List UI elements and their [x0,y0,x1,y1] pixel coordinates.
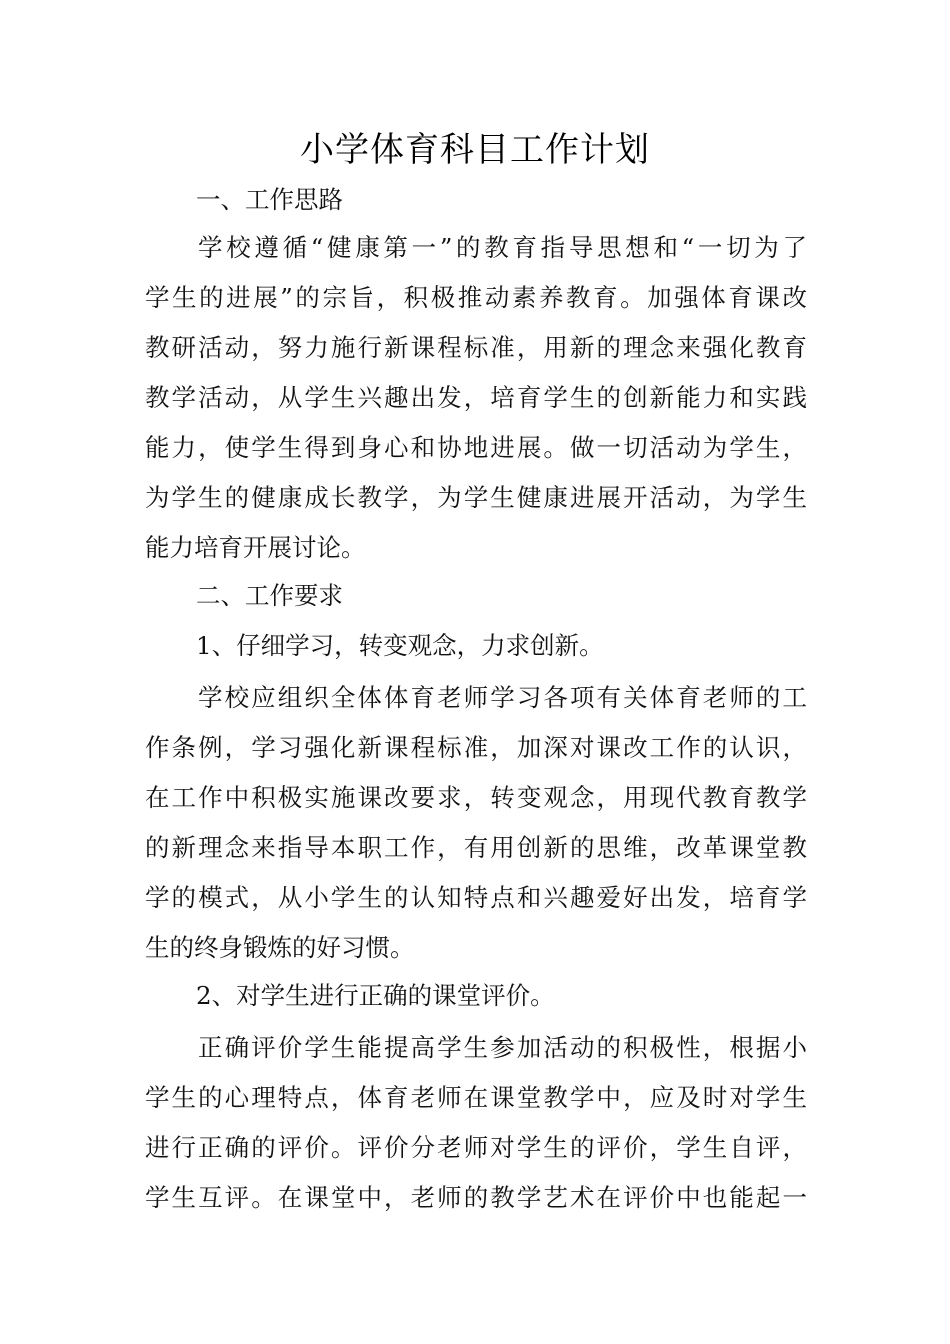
paragraph-line: 教学活动，从学生兴趣出发，培育学生的创新能力和实践 [145,383,807,412]
section-heading-2: 二、工作要求 [196,581,343,610]
paragraph-line: 进行正确的评价。评价分老师对学生的评价，学生自评， [145,1133,807,1162]
subheading-1: 1、仔细学习，转变观念，力求创新。 [196,631,604,660]
document-title: 小学体育科目工作计划 [300,130,650,170]
paragraph-line: 学校遵循“健康第一”的教育指导思想和“一切为了 [198,233,807,262]
section-heading-1: 一、工作思路 [196,185,343,214]
paragraph-line: 学生的心理特点，体育老师在课堂教学中，应及时对学生 [145,1083,807,1112]
paragraph-line: 正确评价学生能提高学生参加活动的积极性，根据小 [198,1033,807,1062]
paragraph-line: 在工作中积极实施课改要求，转变观念，用现代教育教学 [145,783,807,812]
paragraph-line: 生的终身锻炼的好习惯。 [145,933,415,962]
paragraph-line: 能力，使学生得到身心和协地进展。做一切活动为学生， [145,433,807,462]
paragraph-line: 能力培育开展讨论。 [145,533,366,562]
paragraph-line: 的新理念来指导本职工作，有用创新的思维，改革课堂教 [145,833,807,862]
paragraph-line: 学生的进展”的宗旨，积极推动素养教育。加强体育课改 [145,283,807,312]
paragraph-line: 学的模式，从小学生的认知特点和兴趣爱好出发，培育学 [145,883,807,912]
paragraph-line: 为学生的健康成长教学，为学生健康进展开活动，为学生 [145,483,807,512]
paragraph-line: 学校应组织全体体育老师学习各项有关体育老师的工 [198,683,807,712]
subheading-2: 2、对学生进行正确的课堂评价。 [196,981,555,1010]
paragraph-line: 教研活动，努力施行新课程标准，用新的理念来强化教育 [145,333,807,362]
paragraph-line: 学生互评。在课堂中，老师的教学艺术在评价中也能起一 [145,1183,807,1212]
paragraph-line: 作条例，学习强化新课程标准，加深对课改工作的认识， [145,733,807,762]
